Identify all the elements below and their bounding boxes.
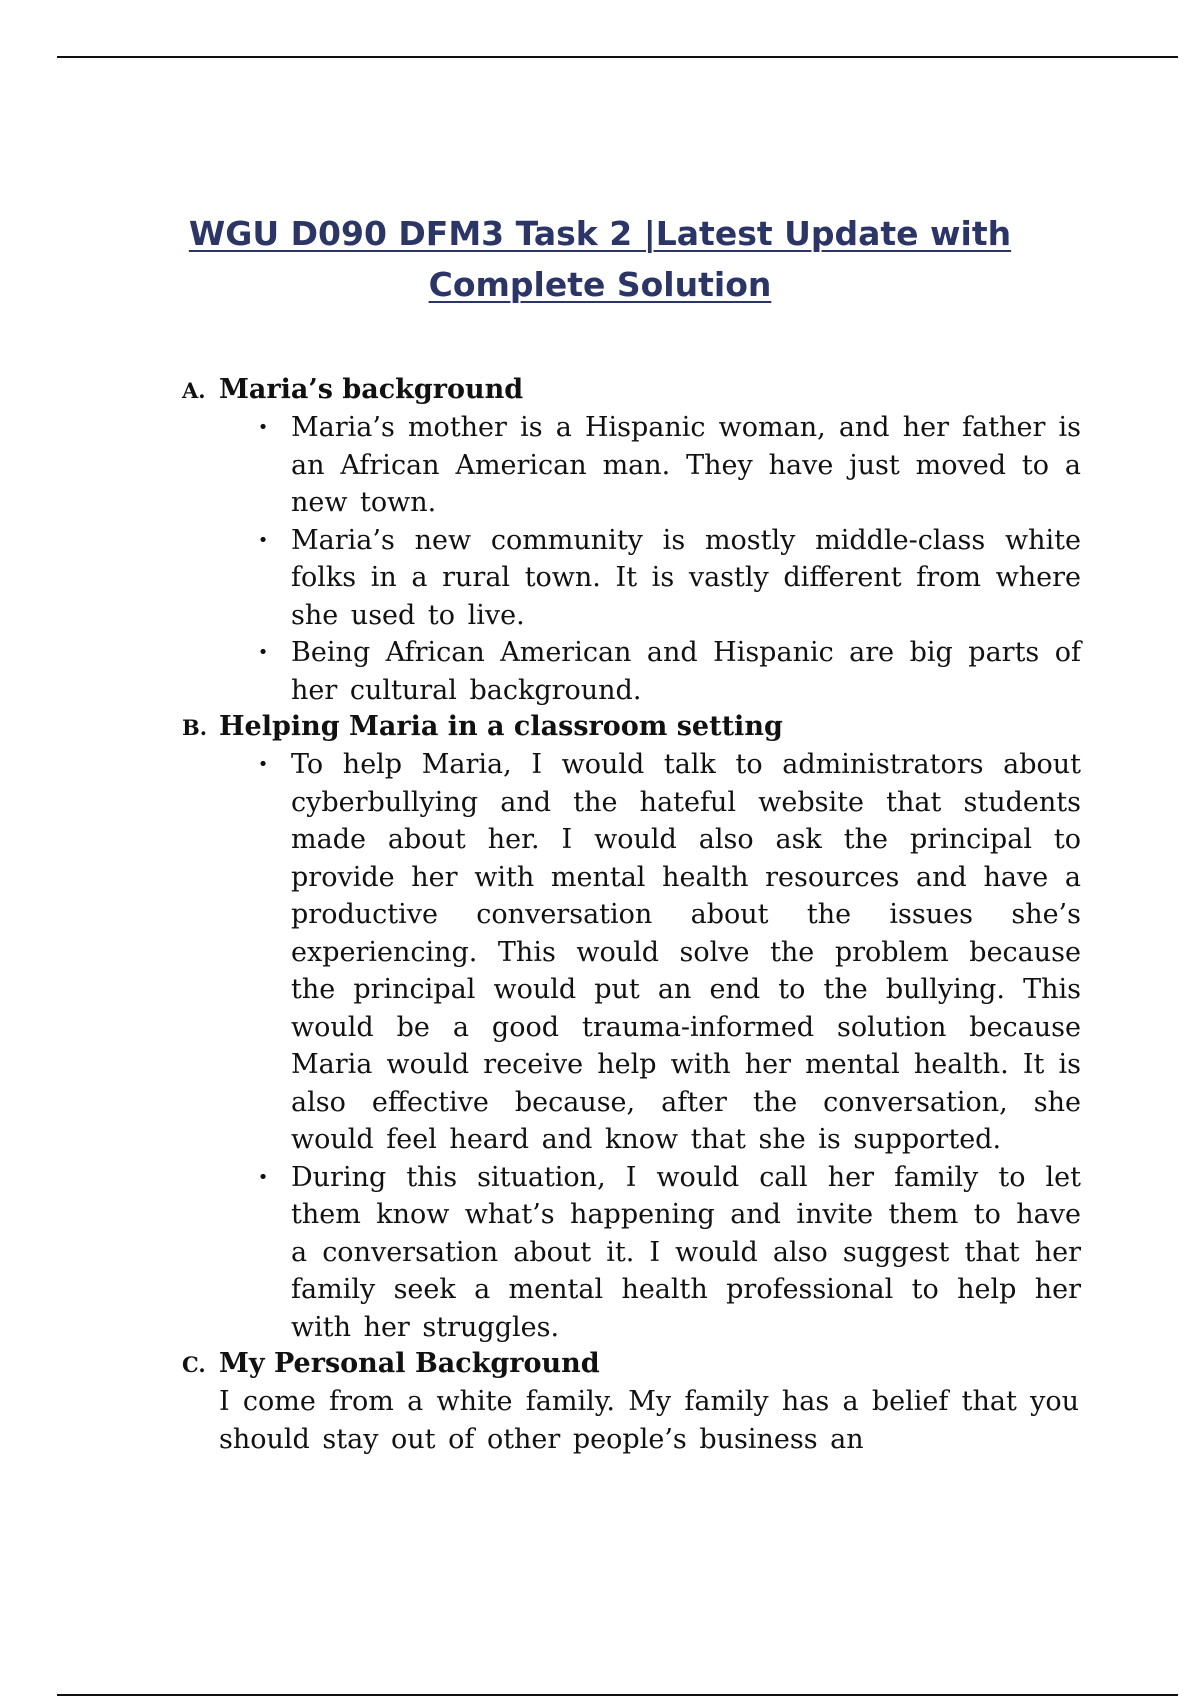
bullet-icon: • bbox=[257, 754, 269, 775]
section-letter: C. bbox=[182, 1352, 206, 1377]
bullet-icon: • bbox=[257, 1166, 269, 1188]
top-rule bbox=[57, 56, 1178, 58]
document-title bbox=[0, 208, 1200, 310]
bullet-list bbox=[182, 746, 1102, 1346]
list-item-text: During this situation, I would call her family to let them know what’s happening and invite them to have a conversation about it. I would also suggest that her family seek a mental health professional to help her with her struggles. bbox=[291, 1161, 1081, 1343]
section-heading bbox=[182, 1346, 1102, 1383]
document-body bbox=[182, 372, 1102, 1458]
list-item-text: Being African American and Hispanic are big parts of her cultural background. bbox=[291, 637, 1081, 706]
bullet-icon: • bbox=[257, 417, 269, 438]
section-c bbox=[182, 1346, 1102, 1458]
section-letter: A. bbox=[182, 378, 206, 403]
section-b bbox=[182, 709, 1102, 1346]
bullet-list bbox=[182, 409, 1102, 709]
list-item bbox=[253, 634, 1081, 709]
list-item bbox=[253, 522, 1081, 635]
bottom-rule bbox=[57, 1694, 1178, 1696]
section-heading bbox=[182, 709, 1102, 746]
list-item bbox=[253, 409, 1081, 522]
list-item bbox=[253, 1159, 1081, 1347]
list-item bbox=[253, 746, 1081, 1159]
title-line-2: Complete Solution bbox=[428, 265, 772, 305]
title-line-1: WGU D090 DFM3 Task 2 |Latest Update with bbox=[188, 214, 1012, 254]
section-paragraph: I come from a white family. My family has a belief that you should stay out of other people’s business an bbox=[219, 1386, 1079, 1455]
section-letter: B. bbox=[182, 715, 208, 740]
list-item-text: Maria’s new community is mostly middle-class white folks in a rural town. It is vastly different from where she used to live. bbox=[291, 524, 1081, 631]
section-heading bbox=[182, 372, 1102, 409]
bullet-icon: • bbox=[257, 642, 269, 663]
list-item-text: Maria’s mother is a Hispanic woman, and her father is an African American man. They have just moved to a new town. bbox=[291, 412, 1081, 518]
section-a bbox=[182, 372, 1102, 709]
list-item-text: To help Maria, I would talk to administrators about cyberbullying and the hateful website that students made about her. I would also ask the principal to provide her with mental health resources and have a productive conversation about the issues she’s experiencing. This would solve the problem because the principal would put an end to the bullying. This would be a good trauma-informed solution because Maria would receive help with her mental health. It is also effective because, after the conversation, she would feel heard and know that she is supported. bbox=[291, 749, 1081, 1155]
bullet-icon: • bbox=[257, 529, 269, 551]
section-title: My Personal Background bbox=[219, 1348, 600, 1379]
section-title: Helping Maria in a classroom setting bbox=[219, 711, 783, 742]
section-title: Maria’s background bbox=[219, 374, 524, 405]
